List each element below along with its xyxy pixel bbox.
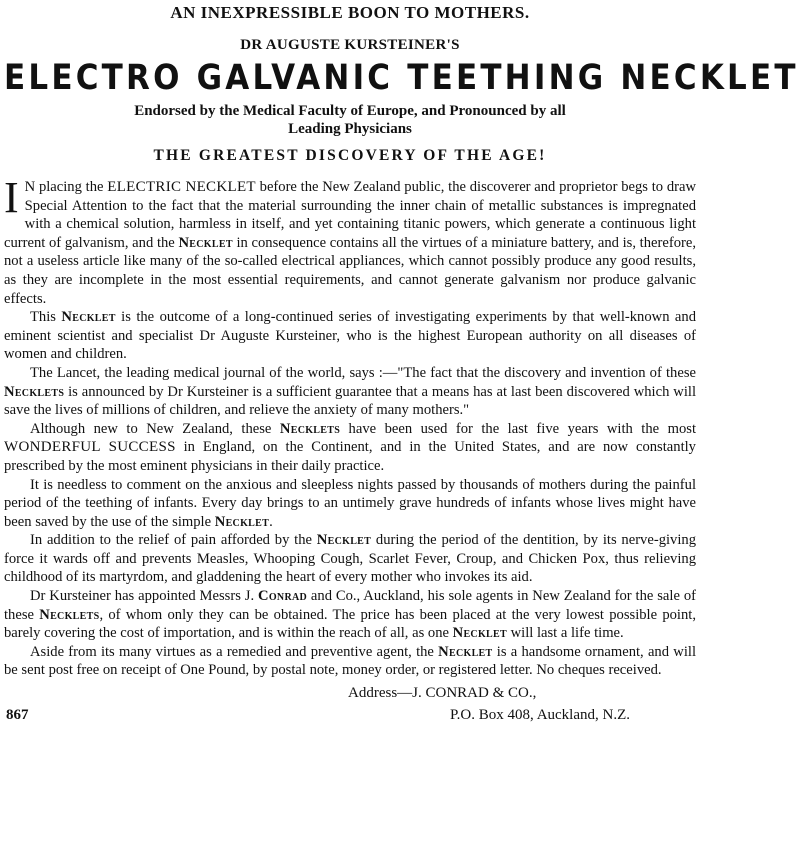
paragraph-7-smallcaps-3: Necklet [452,625,507,642]
paragraph-6-smallcaps-1: Necklet [316,532,372,549]
paragraph-1-text-2: before the New Zealand public, the discoverer and proprietor begs to draw Special Attention to the fact that the material surrounding the inner chain of metallic substances is impregnated with a chemical solution, harmless in itself, and yet containing titanic powers, which generate a continuous light current of galvanism, and the [4,179,696,251]
paragraph-1-caps-1: ELECTRIC NECKLET [107,179,256,195]
ad-code: 867 [6,707,29,724]
paragraph-2-text-2: is the outcome of a long-continued series of investigating experiments by that well-known and eminent scientist and specialist Dr Auguste Kursteiner, who is the highest European authority on all diseases of women and children. [4,309,696,363]
paragraph-3 [4,364,696,420]
paragraph-5 [4,476,696,532]
paragraph-7 [4,587,696,643]
tagline: THE GREATEST DISCOVERY OF THE AGE! [153,147,547,164]
paragraph-3-text-1: The Lancet, the leading medical journal of the world, says :—"The fact that the discovery and invention of these [30,364,696,381]
paragraph-3-smallcaps-1: Necklets [4,383,65,400]
paragraph-2 [4,308,696,364]
paragraph-4-caps-1: WONDERFUL SUCCESS [4,439,176,456]
paragraph-3-text-2: is announced by Dr Kursteiner is a sufficient guarantee that a means has at last been discovered which will save the lives of millions of children, and relieve the anxiety of many mothers." [4,383,696,419]
paragraph-7-text-1: Dr Kursteiner has appointed Messrs J. [30,588,259,605]
paragraph-8-smallcaps-1: Necklet [438,643,493,660]
paragraph-4 [4,420,696,476]
endorsement-line-2: Leading Physicians [288,121,412,137]
paragraph-2-text-1: This [30,309,62,326]
paragraph-5-smallcaps-1: Necklet [214,513,270,530]
paragraph-5-text-1: It is needless to comment on the anxious and sleepless nights passed by thousands of mothers during the painful period of the teething of infants. Every day brings to an untimely grave hundreds of infants whose lives might have been saved by the use of the simple [4,476,696,530]
endorsement-line-1: Endorsed by the Medical Faculty of Europe, and Pronounced by all [134,103,566,119]
paragraph-4-smallcaps-1: Necklets [279,420,341,437]
paragraph-2-smallcaps-1: Necklet [61,309,116,326]
paragraph-8-text-2: is a handsome ornament, and will be sent post free on receipt of One Pound, by postal note, money order, or registered letter. No cheques received. [4,643,696,679]
paragraph-5-text-2: . [269,513,273,530]
endorsement [4,102,696,138]
address-line-2: P.O. Box 408, Auckland, N.Z. [450,707,630,724]
paragraph-1 [4,173,696,308]
paragraph-7-text-3: , of whom only they can be obtained. The price has been placed at the very lowest possible point, barely covering the cost of importation, and is within the reach of all, as one [4,606,696,642]
paragraph-7-smallcaps-1: Conrad [258,588,308,605]
paragraph-7-text-2: and Co., Auckland, his sole agents in New Zealand for the sale of these [4,588,696,623]
address-line-1: Address—J. CONRAD & CO., [348,685,537,702]
paragraph-1-smallcaps-1: Necklet [178,234,233,251]
paragraph-8 [4,643,696,680]
paragraph-6 [4,531,696,587]
paragraph-6-text-1: In addition to the relief of pain afforded by the [30,532,317,549]
paragraph-1-text-1: N placing the [24,179,108,195]
paragraph-7-text-4: will last a life time. [506,625,624,642]
headline: AN INEXPRESSIBLE BOON TO MOTHERS. [170,3,530,22]
body-text [4,173,696,680]
paragraph-4-text-1: Although new to New Zealand, these [30,420,280,437]
address-block [4,683,696,727]
paragraph-7-smallcaps-2: Necklets [39,606,100,623]
paragraph-8-text-1: Aside from its many virtues as a remedied and preventive agent, the [30,643,439,660]
drop-cap: I [4,173,19,222]
ad-title: ELECTRO GALVANIC TEETHING NECKLET [4,57,799,99]
paragraph-4-text-3: in England, on the Continent, and in the United States, and are now constantly prescribed by the most eminent physicians in their daily practice. [4,439,696,474]
byline: DR AUGUSTE KURSTEINER'S [240,37,460,53]
paragraph-1-text-3: in consequence contains all the virtues of a miniature battery, and is, therefore, not a useless article like many of the so-called electrical appliances, which cannot possibly produce any good results, as they are incomplete in the most essential requirements, and cannot generate galvanism nor produce galvanic effects. [4,234,696,307]
paragraph-6-text-2: during the period of the dentition, by its nerve-giving force it wards off and prevents Measles, Whooping Cough, Scarlet Fever, Croup, and Chicken Pox, thus relieving childhood of its martyrdom, and gladdening the heart of every mother who invokes its aid. [4,532,696,586]
paragraph-4-text-2: have been used for the last five years with the most [340,420,696,437]
